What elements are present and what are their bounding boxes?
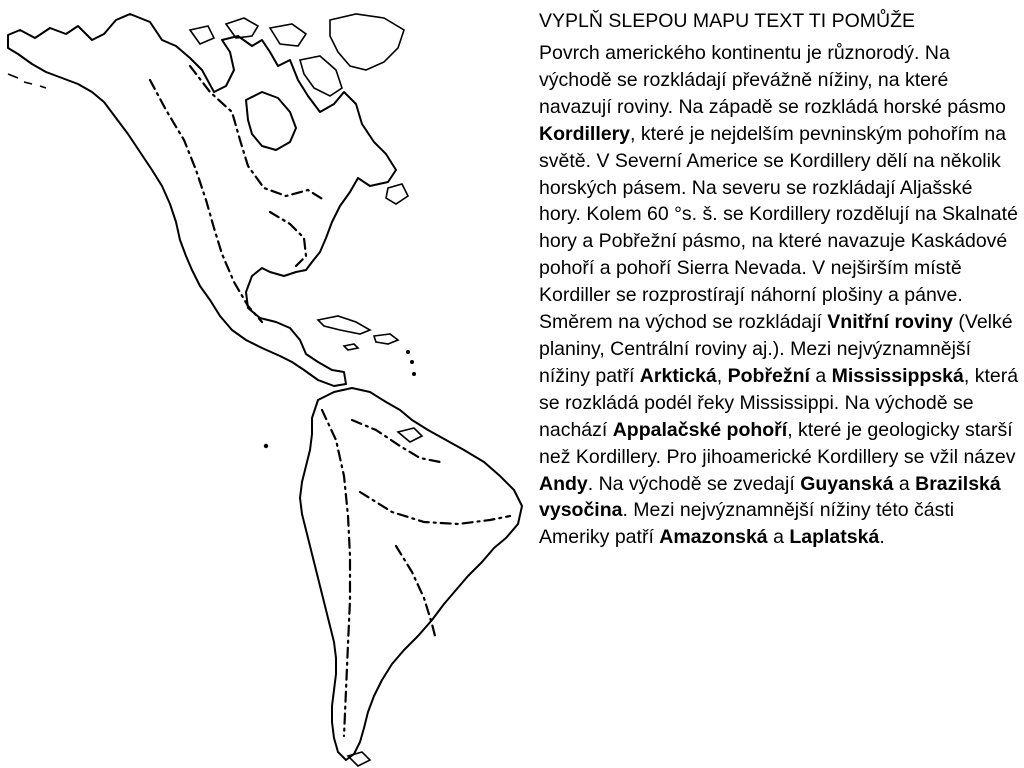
arctic-island-3	[190, 26, 214, 44]
bold-term: Laplatská	[789, 526, 880, 549]
jamaica	[344, 344, 358, 350]
newfoundland	[386, 184, 408, 204]
aleutian-islands	[8, 74, 46, 88]
paragraph-text-run: (Velké planiny, Centrální roviny aj.). Mezi nejvýznamnější nížiny patří	[539, 311, 1013, 387]
paragraph-text-run: ,	[716, 364, 728, 387]
bold-term: Pobřežní	[727, 364, 810, 387]
paragraph-text-run: a	[893, 472, 916, 495]
paragraph-text-run: , které je geologicky starší než Kordillery. Pro jihoamerické Kordillery se vžil název	[539, 418, 1016, 468]
paragraph-text-run: , které je nejdelším pevninským pohořím na světě. V Severní Americe se Kordillery dělí na několik horských pásem. Na severu se rozkládají Aljašské hory. Kolem 60 °s. š. se Kordillery rozdělují na Skalnaté hory a Pobřežní pásmo, na které navazuje Kaskádové pohoří a pohoří Sierra Nevada. V nejširším místě Kordiller se rozprostírají náhorní plošiny a pánve. Směrem na východ se rozkládají	[539, 122, 1018, 334]
appalachian-boundary	[270, 212, 306, 266]
arctic-island-1	[226, 18, 258, 38]
baffin-island	[300, 56, 342, 96]
paragraph-text-run: . Na východě se zvedají	[587, 472, 801, 495]
amazon-delta-island	[398, 428, 422, 442]
bold-term: Appalačské pohoří	[612, 418, 788, 441]
laplata-lowland-boundary	[396, 546, 436, 640]
galapagos-dot	[264, 444, 268, 448]
worksheet-paragraph	[539, 40, 1019, 551]
bold-term: Vnitřní roviny	[827, 311, 953, 334]
bold-term: Mississippská	[831, 364, 964, 387]
lesser-antilles-dot-1	[406, 350, 410, 354]
hudson-bay	[246, 92, 296, 150]
south-america-coastline	[300, 388, 522, 760]
paragraph-text-run: a	[767, 526, 790, 549]
worksheet-title: VYPLŇ SLEPOU MAPU TEXT TI POMŮŽE	[539, 10, 916, 32]
cuba	[318, 316, 370, 334]
paragraph-text-run: .	[879, 526, 885, 549]
cordillera-eastern-boundary	[150, 80, 262, 322]
bold-term: Kordillery	[539, 122, 631, 145]
bold-term: Brazilská vysočina	[539, 472, 1001, 522]
greenland-outline	[330, 14, 404, 70]
arctic-island-2	[270, 24, 306, 46]
worksheet-text-column	[539, 8, 1019, 551]
bold-term: Guyanská	[800, 472, 894, 495]
lesser-antilles-dot-3	[412, 372, 416, 376]
lesser-antilles-dot-2	[410, 360, 414, 364]
bold-term: Arktická	[639, 364, 717, 387]
guiana-highlands-boundary	[352, 420, 440, 462]
andes-eastern-boundary	[322, 410, 350, 736]
bold-term: Amazonská	[659, 526, 768, 549]
hispaniola	[374, 334, 398, 344]
tierra-del-fuego	[348, 752, 370, 766]
paragraph-text-run: Povrch amerického kontinentu je různorodý. Na východě se rozkládají převážně nížiny, na které navazují roviny. Na západě se rozkládá horské pásmo	[539, 42, 1006, 118]
paragraph-text-run: , která se rozkládá podél řeky Mississippi. Na východě se nachází	[539, 364, 1019, 441]
bold-term: Andy	[539, 472, 588, 495]
brazilian-highlands-boundary	[360, 492, 510, 524]
paragraph-text-run: . Mezi nejvýznamnější nížiny této části Ameriky patří	[539, 499, 955, 549]
paragraph-text-run: a	[809, 364, 832, 387]
